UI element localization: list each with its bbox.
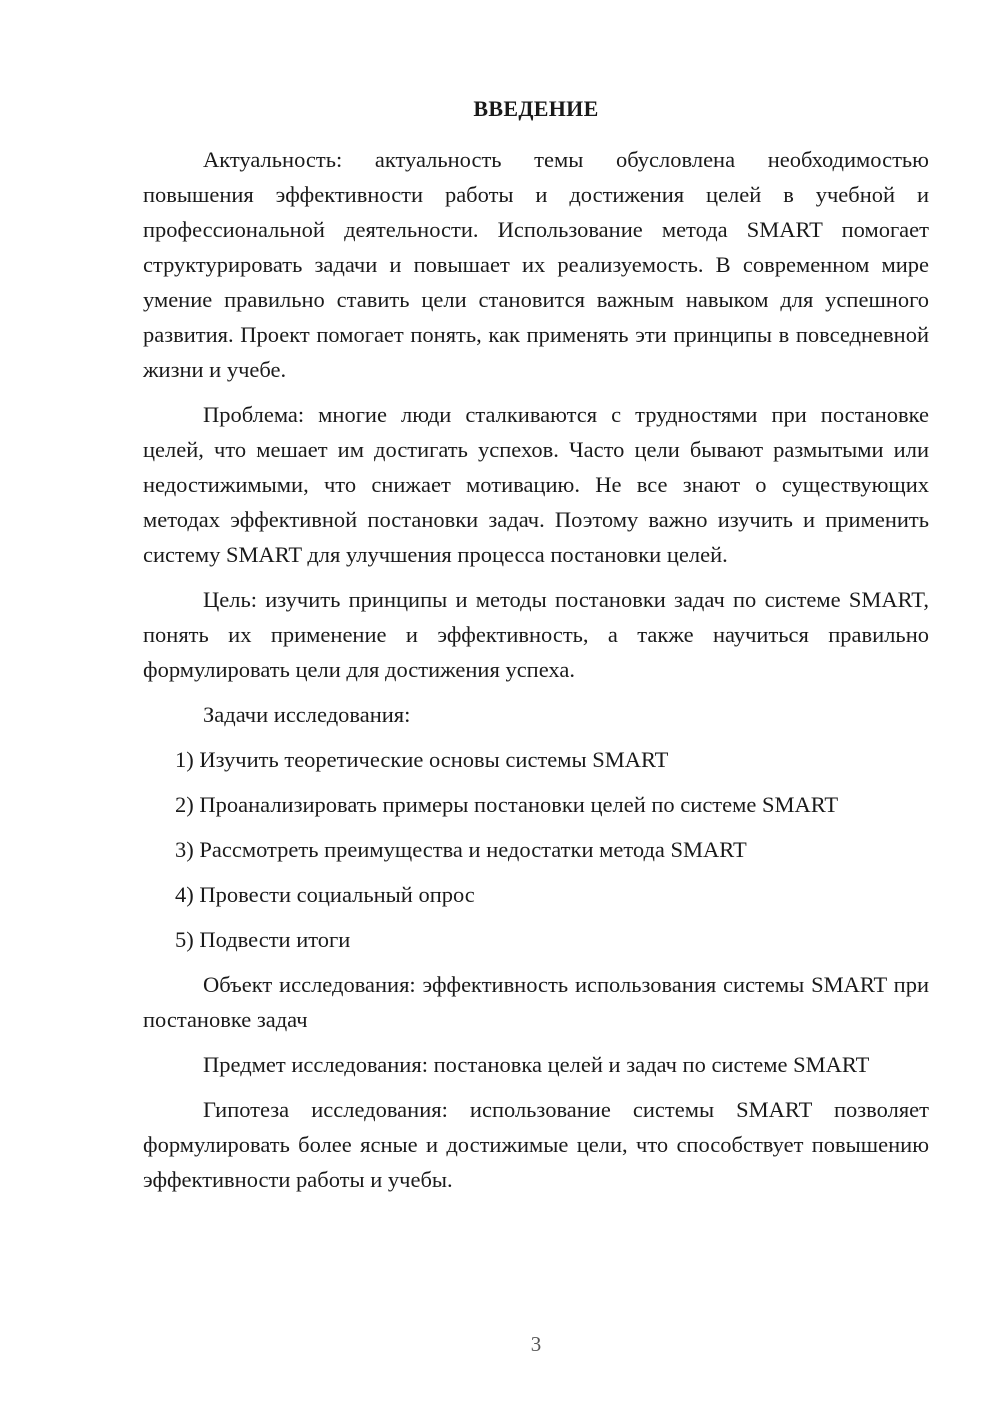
- document-body: [143, 142, 929, 1207]
- list-item: 5) Подвести итоги: [175, 927, 351, 952]
- page-number: 3: [530, 1332, 542, 1356]
- subject-paragraph: Предмет исследования: постановка целей и задач по системе SMART: [203, 1052, 870, 1077]
- problem-paragraph: Проблема: многие люди сталкиваются с трудностями при постановке целей, что мешает им достигать успехов. Часто цели бывают размытыми или недостижимыми, что снижает мотивацию. Не все знают о существующих методах эффективной постановки задач. Поэтому важно изучить и применить систему SMART для улучшения процесса постановки целей.: [143, 402, 929, 567]
- object-paragraph: Объект исследования: эффективность использования системы SMART при постановке задач: [143, 972, 929, 1032]
- list-item: 2) Проанализировать примеры постановки целей по системе SMART: [175, 792, 839, 817]
- tasks-heading: Задачи исследования:: [203, 702, 411, 727]
- list-item: 3) Рассмотреть преимущества и недостатки метода SMART: [175, 837, 747, 862]
- hypothesis-paragraph: Гипотеза исследования: использование системы SMART позволяет формулировать более ясные и достижимые цели, что способствует повышению эффективности работы и учебы.: [143, 1097, 929, 1192]
- relevance-paragraph: Актуальность: актуальность темы обусловлена необходимостью повышения эффективности работы и достижения целей в учебной и профессиональной деятельности. Использование метода SMART помогает структурировать задачи и повышает их реализуемость. В современном мире умение правильно ставить цели становится важным навыком для успешного развития. Проект помогает понять, как применять эти принципы в повседневной жизни и учебе.: [143, 147, 929, 382]
- list-item: 4) Провести социальный опрос: [175, 882, 475, 907]
- page-title: ВВЕДЕНИЕ: [473, 96, 599, 121]
- list-item: 1) Изучить теоретические основы системы SMART: [175, 747, 669, 772]
- goal-paragraph: Цель: изучить принципы и методы постановки задач по системе SMART, понять их применение и эффективность, а также научиться правильно формулировать цели для достижения успеха.: [143, 587, 929, 682]
- tasks-list: [143, 742, 929, 957]
